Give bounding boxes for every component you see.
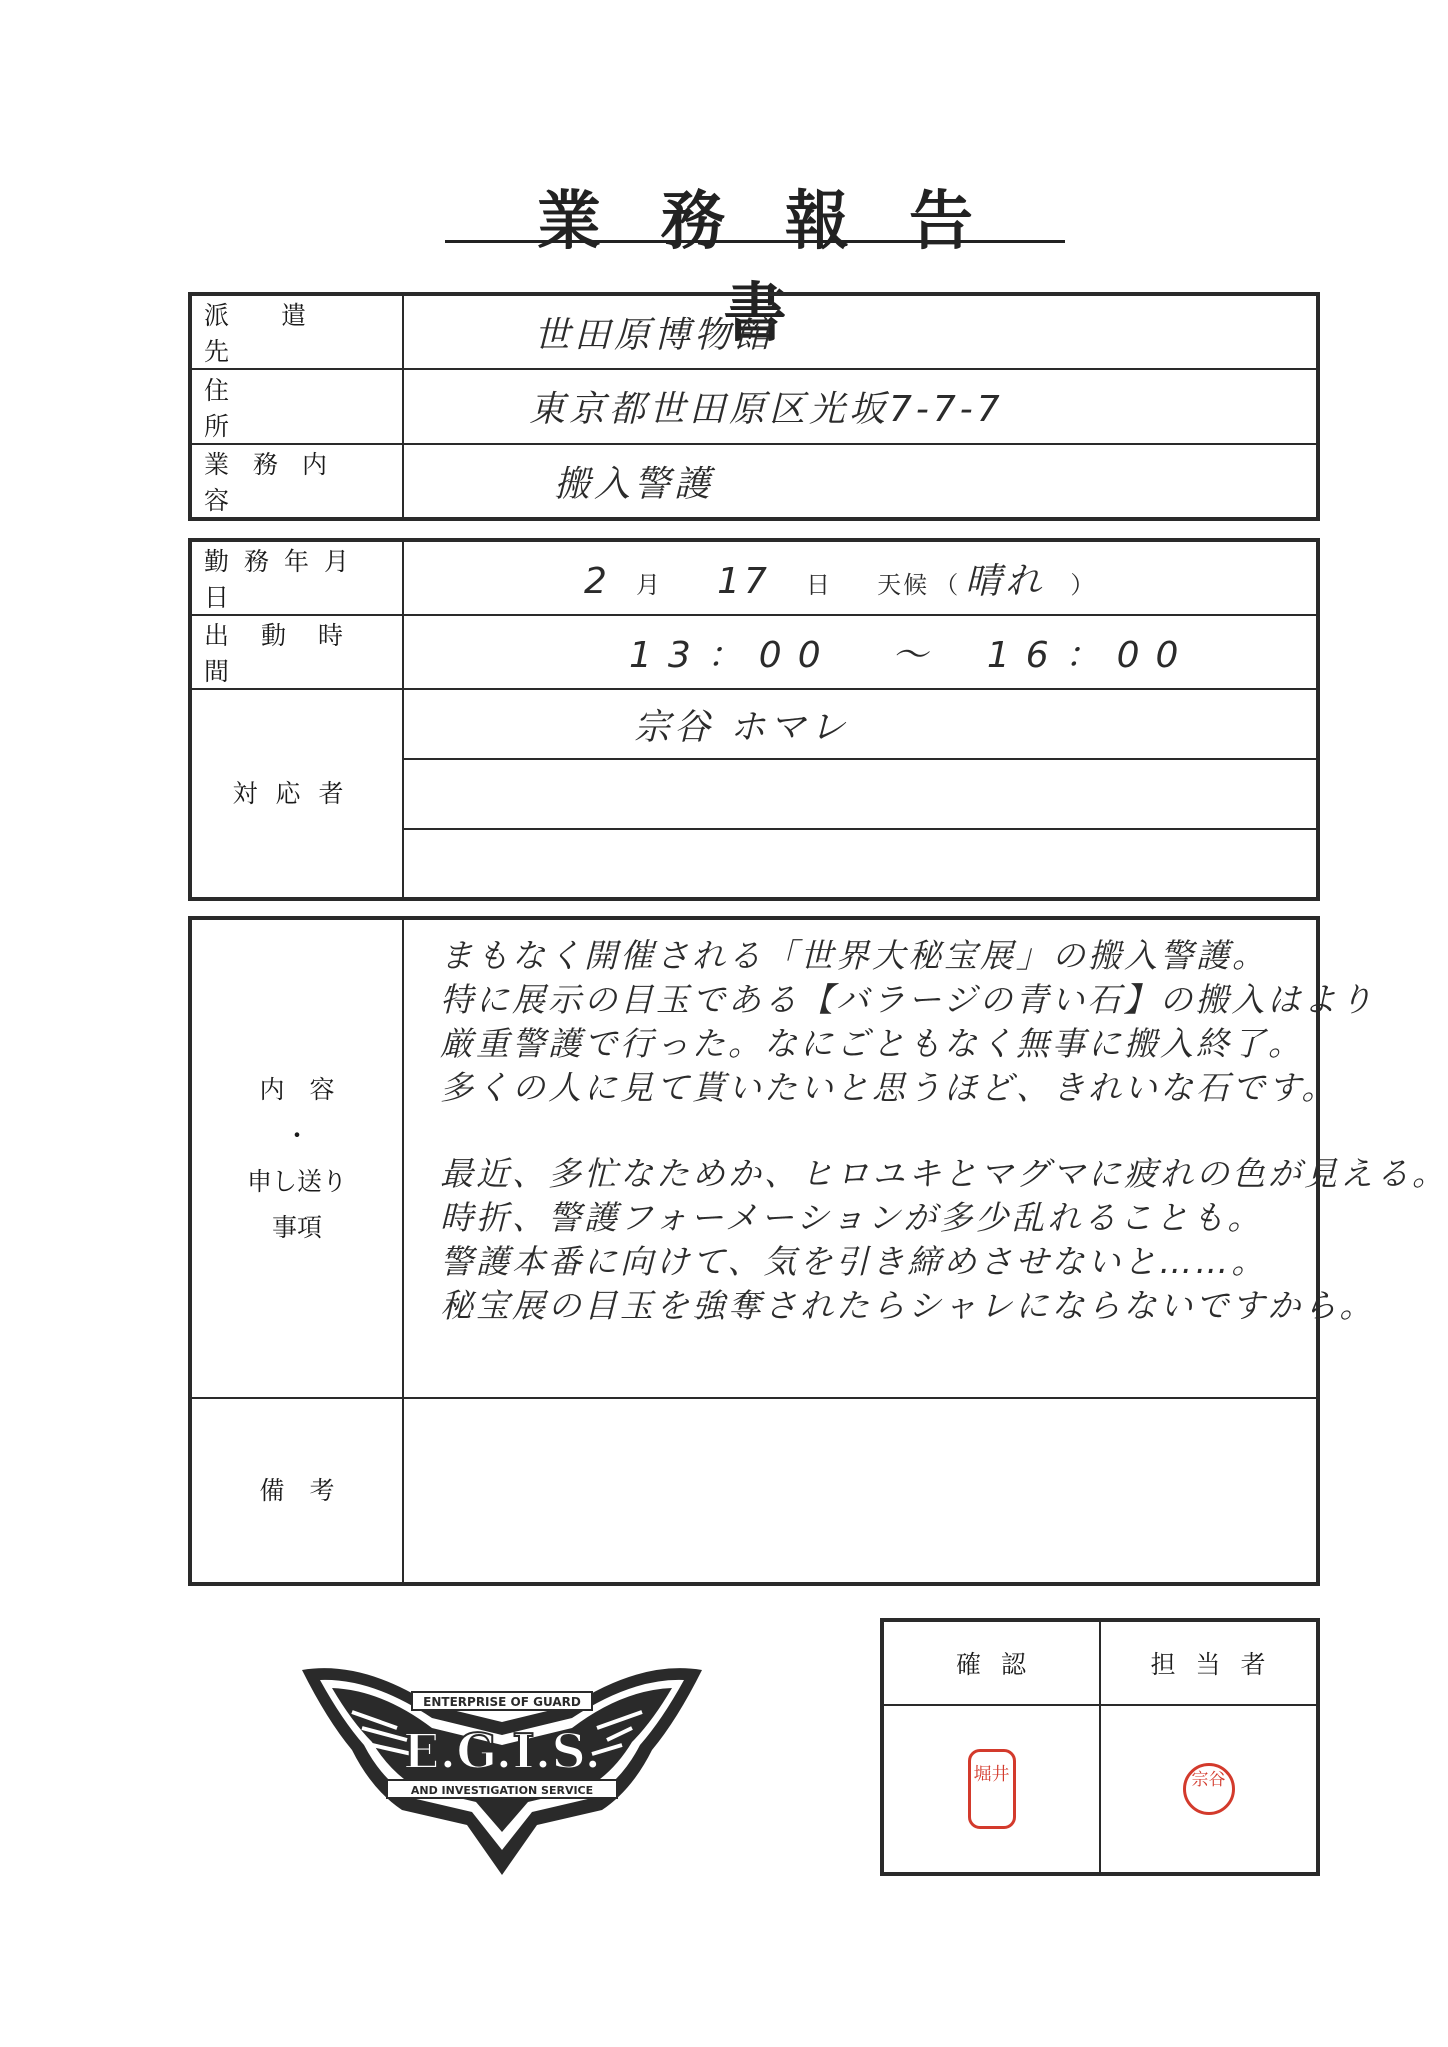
- notes-label-dot: ・: [284, 1120, 310, 1150]
- logo-main-text: E.G.I.S.: [402, 1724, 602, 1780]
- notes-line: 時折、警護フォーメーションが多少乱れることも。: [440, 1198, 1264, 1237]
- responder-label: [192, 771, 402, 817]
- month-unit: 月: [636, 570, 662, 599]
- weather-value: 晴れ: [965, 560, 1046, 602]
- time-separator: 〜: [891, 634, 932, 676]
- dispatch-label: [192, 296, 402, 368]
- dispatch-label-cell: [190, 294, 403, 369]
- notes-line: 秘宝展の目玉を強奪されたらシャレにならないですから。: [440, 1286, 1376, 1325]
- time-label-text: 出動時間: [204, 621, 376, 686]
- day-unit: 日: [806, 570, 832, 599]
- staff-label: 担当者: [1100, 1620, 1318, 1705]
- dispatch-label-text: 派遣先: [204, 301, 359, 366]
- egis-logo: [292, 1650, 712, 1880]
- date-label-cell: [190, 540, 403, 615]
- date-value-cell[interactable]: [403, 540, 1318, 615]
- assignment-table: [188, 292, 1320, 521]
- confirm-stamp-cell[interactable]: [882, 1705, 1100, 1874]
- date-label-text: 勤務年月日: [204, 547, 365, 612]
- time-value-cell[interactable]: [403, 615, 1318, 689]
- notes-line: 警護本番に向けて、気を引き締めさせないと……。: [440, 1242, 1268, 1281]
- notes-line: 多くの人に見て貰いたいと思うほど、きれいな石です。: [440, 1068, 1338, 1107]
- date-label: [192, 542, 402, 614]
- staff-seal: 宗谷: [1183, 1763, 1235, 1815]
- weather-close-paren: ）: [1070, 570, 1097, 599]
- weather-label: 天候: [877, 570, 930, 599]
- notes-text: [404, 920, 1448, 1328]
- dispatch-value-cell[interactable]: [403, 294, 1318, 369]
- address-label-cell: [190, 369, 403, 444]
- title-underline: [445, 240, 1065, 243]
- confirm-seal: 堀井: [968, 1749, 1016, 1829]
- time-start: 13：00: [629, 634, 837, 676]
- work-value: 搬入警護: [554, 463, 715, 505]
- weather-open-paren: （: [934, 570, 961, 599]
- responder-row-3[interactable]: [403, 829, 1318, 899]
- notes-line: 特に展示の目玉である【バラージの青い石】の搬入はより: [440, 980, 1376, 1019]
- time-label-cell: [190, 615, 403, 689]
- dispatch-value: 世田原博物館: [534, 314, 775, 356]
- date-day: 17: [717, 560, 771, 602]
- notes-label-line3: 事項: [271, 1212, 322, 1242]
- time-end: 16：00: [986, 634, 1195, 676]
- responder-row-1[interactable]: [403, 689, 1318, 759]
- notes-label-line1: 内 容: [259, 1074, 335, 1104]
- page-title: 業務報告書: [537, 184, 1033, 351]
- staff-stamp-cell[interactable]: [1100, 1705, 1318, 1874]
- date-month: 2: [584, 560, 611, 602]
- remarks-label: 備 考: [259, 1475, 335, 1505]
- notes-line: 厳重警護で行った。なにごともなく無事に搬入終了。: [440, 1024, 1304, 1063]
- notes-label-cell: [190, 918, 403, 1398]
- address-value: 東京都世田原区光坂7-7-7: [529, 389, 1004, 430]
- responder-1: 宗谷 ホマレ: [634, 706, 850, 748]
- address-value-cell[interactable]: [403, 369, 1318, 444]
- work-label-text: 業務内容: [204, 450, 352, 515]
- time-label: [192, 616, 402, 688]
- notes-label-line2: 申し送り: [246, 1166, 347, 1196]
- work-label: [192, 445, 402, 517]
- approval-table: [880, 1618, 1320, 1876]
- work-label-cell: [190, 444, 403, 519]
- notes-gap: [440, 1110, 1316, 1152]
- notes-line: まもなく開催される「世界大秘宝展」の搬入警護。: [440, 936, 1268, 975]
- notes-line: 最近、多忙なためか、ヒロユキとマグマに疲れの色が見える。: [440, 1154, 1448, 1193]
- remarks-value-cell[interactable]: [403, 1398, 1318, 1584]
- responder-label-text: 対応者: [232, 778, 362, 808]
- logo-bottom-text: AND INVESTIGATION SERVICE: [410, 1784, 594, 1797]
- work-value-cell[interactable]: [403, 444, 1318, 519]
- confirm-label: 確認: [882, 1620, 1100, 1705]
- notes-value-cell[interactable]: [403, 918, 1448, 1398]
- address-label: [192, 371, 402, 443]
- logo-top-text: ENTERPRISE OF GUARD: [423, 1695, 581, 1709]
- responder-row-2[interactable]: [403, 759, 1318, 829]
- remarks-label-cell: [190, 1398, 403, 1584]
- address-label-text: 住所: [204, 375, 366, 441]
- schedule-table: [188, 538, 1320, 901]
- notes-label: [192, 1067, 402, 1251]
- responder-label-cell: [190, 689, 403, 899]
- notes-table: [188, 916, 1448, 1586]
